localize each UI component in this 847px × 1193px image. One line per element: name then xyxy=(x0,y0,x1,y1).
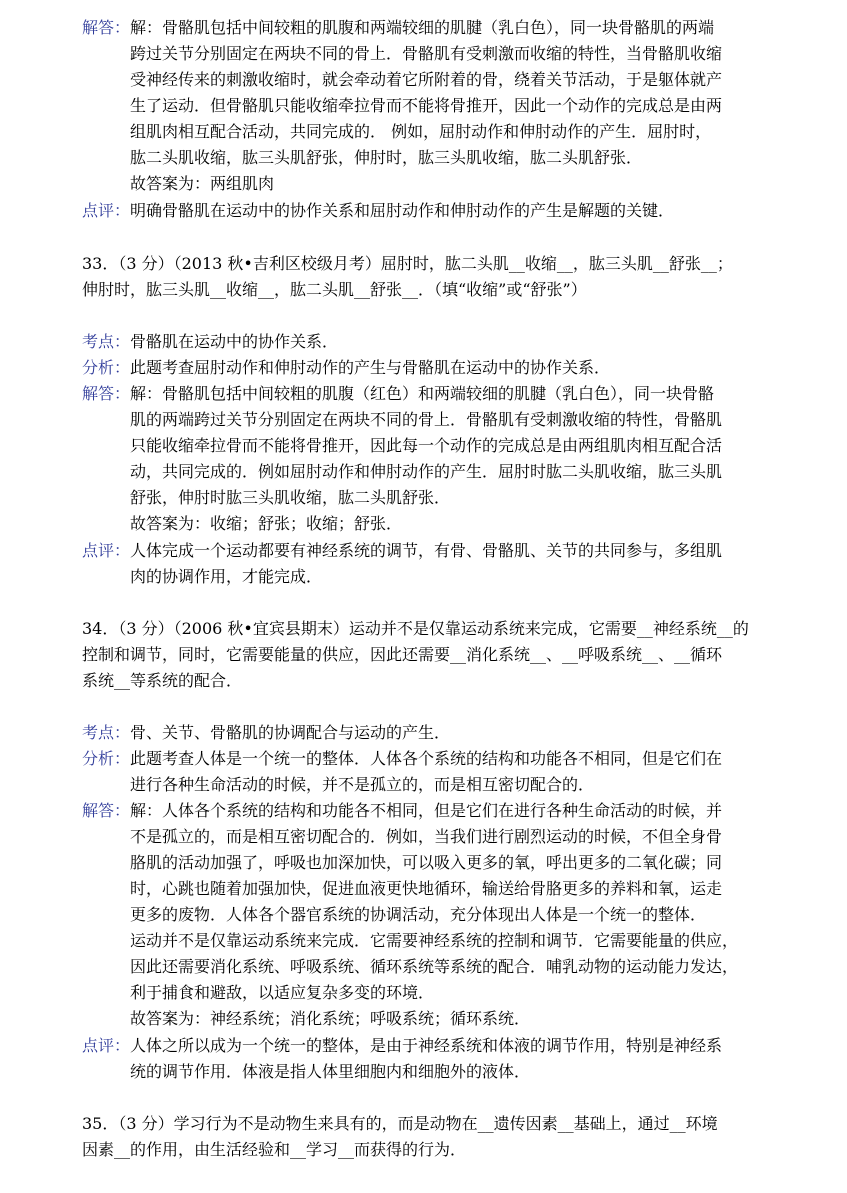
q34-jieda-line-1: 不是孤立的，而是相互密切配合的．例如，当我们进行剧烈运动的时候，不但全身骨 xyxy=(130,827,723,846)
q33-dianping-line-0: 人体完成一个运动都要有神经系统的调节，有骨、骨骼肌、关节的共同参与，多组肌 xyxy=(130,541,723,560)
kaodian-label: 考点： xyxy=(82,723,131,742)
q34-jieda-line-7: 利于捕食和避敌，以适应复杂多变的环境． xyxy=(130,983,435,1002)
q35-line-0: 35．（3 分）学习行为不是动物生来具有的，而是动物在__遗传因素__基础上，通过__环境 xyxy=(82,1114,718,1133)
q33-line-0: 33．（3 分）（2013 秋•吉利区校级月考）屈肘时，肱二头肌__收缩__，肱三头肌__舒张__； xyxy=(82,254,733,273)
q33-jieda-line-4: 舒张，伸肘时肱三头肌收缩，肱二头肌舒张． xyxy=(130,488,451,507)
q34-dianping-line-0: 人体之所以成为一个统一的整体，是由于神经系统和体液的调节作用，特别是神经系 xyxy=(130,1036,723,1055)
s32-jieda-line-0: 解：骨骼肌包括中间较粗的肌腹和两端较细的肌腱（乳白色），同一块骨骼肌的两端 xyxy=(130,18,715,37)
q34-line-1: 控制和调节，同时，它需要能量的供应，因此还需要__消化系统__、__呼吸系统__、__循环 xyxy=(82,645,723,664)
kaodian-label: 考点： xyxy=(82,332,131,351)
q34-fenxi-line-1: 进行各种生命活动的时候，并不是孤立的，而是相互密切配合的． xyxy=(130,775,595,794)
q33-jieda-line-0: 解：骨骼肌包括中间较粗的肌腹（红色）和两端较细的肌腱（乳白色），同一块骨骼 xyxy=(130,384,715,403)
s32-dianping-line-0: 明确骨骼肌在运动中的协作关系和屈肘动作和伸肘动作的产生是解题的关键． xyxy=(130,201,675,220)
q34-line-0: 34．（3 分）（2006 秋•宜宾县期末）运动并不是仅靠运动系统来完成，它需要__神经系统__的 xyxy=(82,619,749,638)
q35-line-1: 因素__的作用，由生活经验和__学习__而获得的行为． xyxy=(82,1140,467,1159)
s32-jieda-line-1: 跨过关节分别固定在两块不同的骨上．骨骼肌有受刺激而收缩的特性，当骨骼肌收缩 xyxy=(130,44,723,63)
q33-jieda-line-3: 动，共同完成的．例如屈肘动作和伸肘动作的产生．屈肘时肱二头肌收缩，肱三头肌 xyxy=(130,462,723,481)
q34-jieda-line-3: 时，心跳也随着加强加快，促进血液更快地循环，输送给骨胳更多的养料和氧，运走 xyxy=(130,879,723,898)
q33-jieda-line-1: 肌的两端跨过关节分别固定在两块不同的骨上．骨骼肌有受刺激收缩的特性，骨骼肌 xyxy=(130,410,723,429)
fenxi-label: 分析： xyxy=(82,358,131,377)
fenxi-label: 分析： xyxy=(82,749,131,768)
jieda-label: 解答： xyxy=(82,18,131,37)
q34-jieda-line-8: 故答案为：神经系统；消化系统；呼吸系统；循环系统． xyxy=(130,1009,531,1028)
q34-jieda-line-5: 运动并不是仅靠运动系统来完成．它需要神经系统的控制和调节．它需要能量的供应， xyxy=(130,931,739,950)
s32-jieda-line-4: 组肌肉相互配合活动，共同完成的． 例如，屈肘动作和伸肘动作的产生．屈肘时， xyxy=(130,122,712,141)
q33-line-1: 伸肘时，肱三头肌__收缩__，肱二头肌__舒张__．（填“收缩”或“舒张”） xyxy=(82,280,587,299)
s32-jieda-line-6: 故答案为：两组肌肉 xyxy=(130,174,275,193)
q34-kaodian: 骨、关节、骨骼肌的协调配合与运动的产生． xyxy=(130,723,451,742)
q33-fenxi-line-0: 此题考查屈肘动作和伸肘动作的产生与骨骼肌在运动中的协作关系． xyxy=(130,358,611,377)
dianping-label: 点评： xyxy=(82,201,131,220)
dianping-label: 点评： xyxy=(82,541,131,560)
q33-jieda-line-2: 只能收缩牵拉骨而不能将骨推开，因此每一个动作的完成总是由两组肌肉相互配合活 xyxy=(130,436,723,455)
q34-dianping-line-1: 统的调节作用．体液是指人体里细胞内和细胞外的液体． xyxy=(130,1062,531,1081)
q34-jieda-line-2: 胳肌的活动加强了，呼吸也加深加快，可以吸入更多的氧，呼出更多的二氧化碳；同 xyxy=(130,853,723,872)
s32-jieda-line-3: 生了运动．但骨骼肌只能收缩牵拉骨而不能将骨推开，因此一个动作的完成总是由两 xyxy=(130,96,723,115)
q34-jieda-line-0: 解：人体各个系统的结构和功能各不相同，但是它们在进行各种生命活动的时候，并 xyxy=(130,801,723,820)
dianping-label: 点评： xyxy=(82,1036,131,1055)
s32-dianping-row xyxy=(0,197,847,227)
jieda-label: 解答： xyxy=(82,384,131,403)
jieda-label: 解答： xyxy=(82,801,131,820)
s32-jieda-line-5: 肱二头肌收缩，肱三头肌舒张，伸肘时，肱三头肌收缩，肱二头肌舒张． xyxy=(130,148,643,167)
q34-line-2: 系统__等系统的配合． xyxy=(82,671,243,690)
q33-jieda-line-5: 故答案为：收缩；舒张；收缩；舒张． xyxy=(130,514,403,533)
q34-fenxi-line-0: 此题考查人体是一个统一的整体．人体各个系统的结构和功能各不相同，但是它们在 xyxy=(130,749,723,768)
q33-dianping-line-1: 肉的协调作用，才能完成． xyxy=(130,567,323,586)
s32-jieda-line-2: 受神经传来的刺激收缩时，就会牵动着它所附着的骨，绕着关节活动，于是躯体就产 xyxy=(130,70,723,89)
q34-jieda-line-4: 更多的废物．人体各个器官系统的协调活动，充分体现出人体是一个统一的整体． xyxy=(130,905,707,924)
q34-jieda-line-6: 因此还需要消化系统、呼吸系统、循环系统等系统的配合．哺乳动物的运动能力发达， xyxy=(130,957,739,976)
q33-kaodian: 骨骼肌在运动中的协作关系． xyxy=(130,332,339,351)
